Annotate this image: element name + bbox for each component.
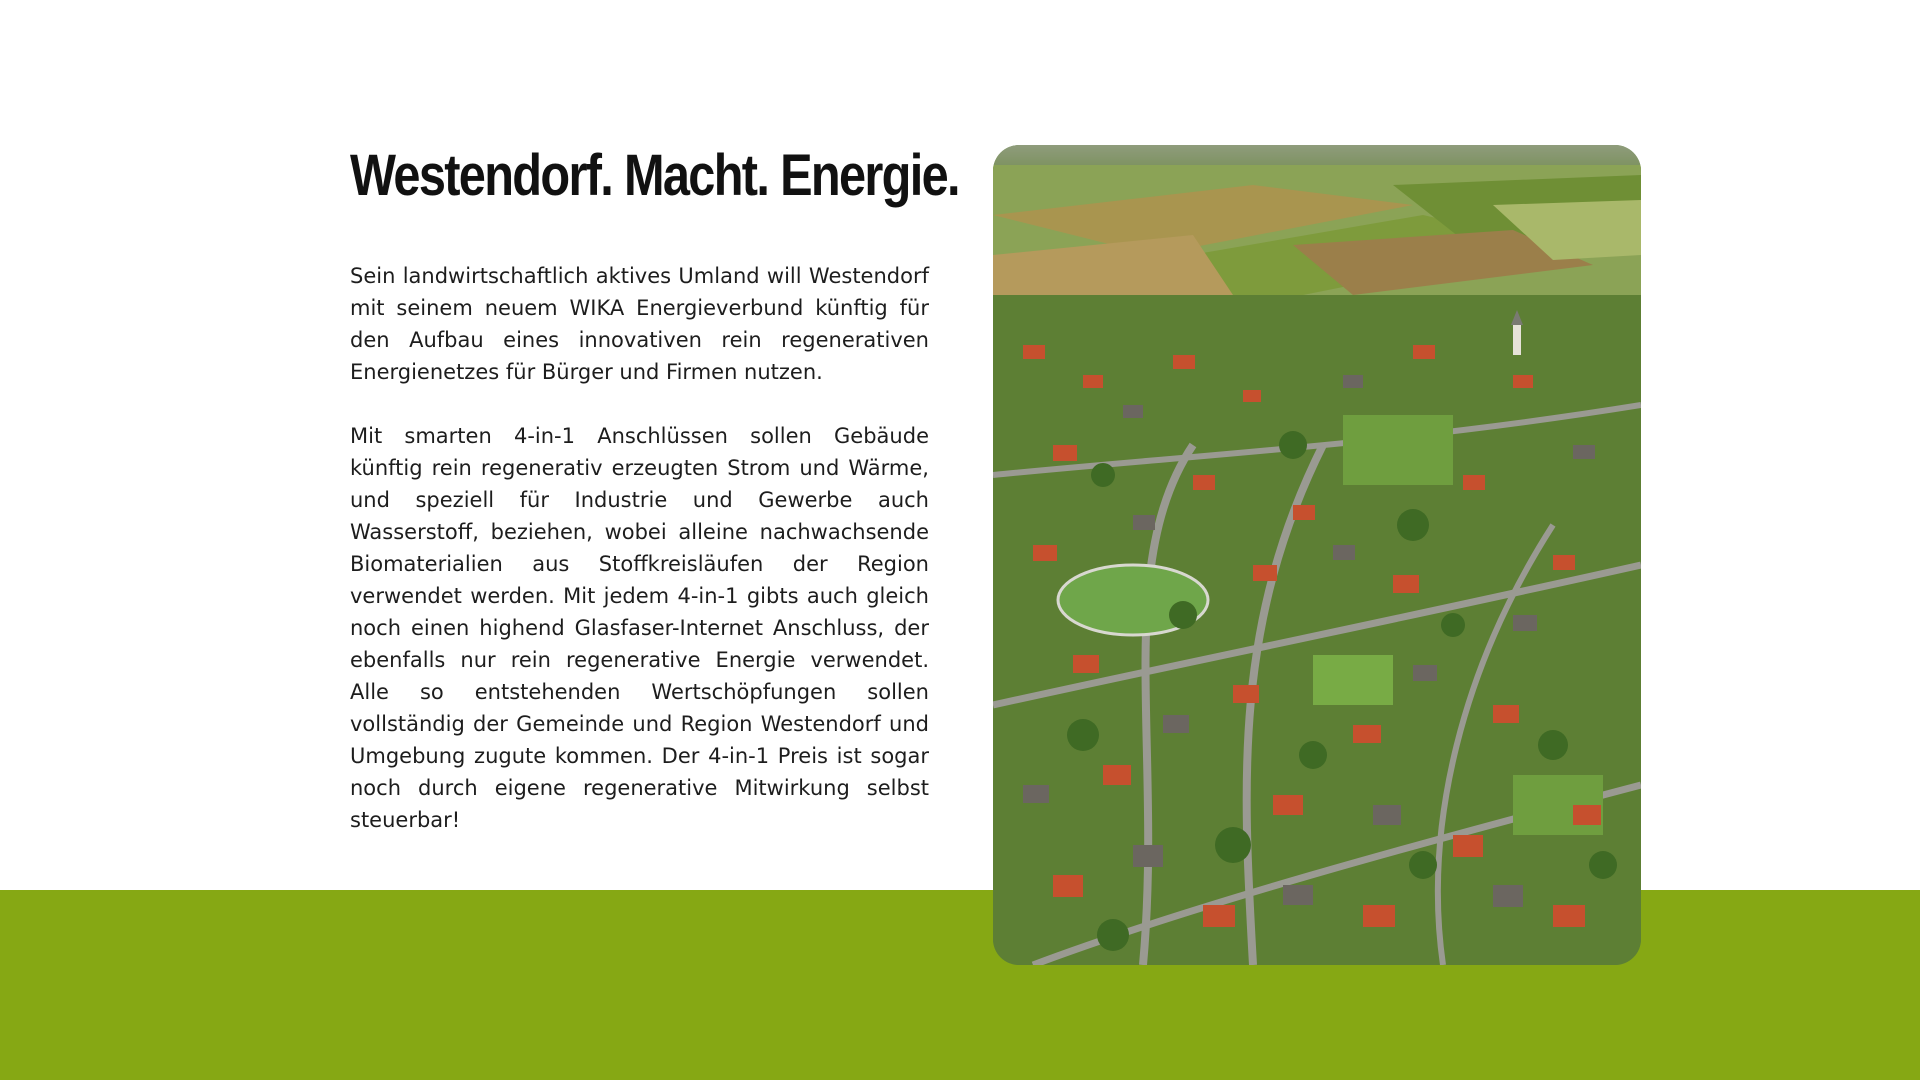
aerial-village-photo: [993, 145, 1641, 965]
body-copy: [350, 260, 929, 868]
intro-paragraph: Sein landwirtschaftlich aktives Umland will Westendorf mit seinem neuem WIKA Energieverbund künftig für den Aufbau eines innovativen rein regenerativen Energienetzes für Bürger und Firmen nutzen.: [350, 264, 929, 384]
page-title: Westendorf. Macht. Energie.: [350, 143, 959, 208]
aerial-village-illustration: [993, 145, 1641, 965]
details-paragraph: Mit smarten 4-in-1 Anschlüssen sollen Gebäude künftig rein regenerativ erzeugten Strom und Wärme, und speziell für Industrie und Gewerbe auch Wasserstoff, beziehen, wobei alleine nachwachsende Biomaterialien aus Stoffkreisläufen der Region verwendet werden. Mit jedem 4-in-1 gibts auch gleich noch einen highend Glasfaser-Internet Anschluss, der ebenfalls nur rein regenerative Energie verwendet. Alle so entstehenden Wertschöpfungen sollen vollständig der Gemeinde und Region Westendorf und Umgebung zugute kommen. Der 4-in-1 Preis ist sogar noch durch eigene regenerative Mitwirkung selbst steuerbar!: [350, 424, 929, 832]
